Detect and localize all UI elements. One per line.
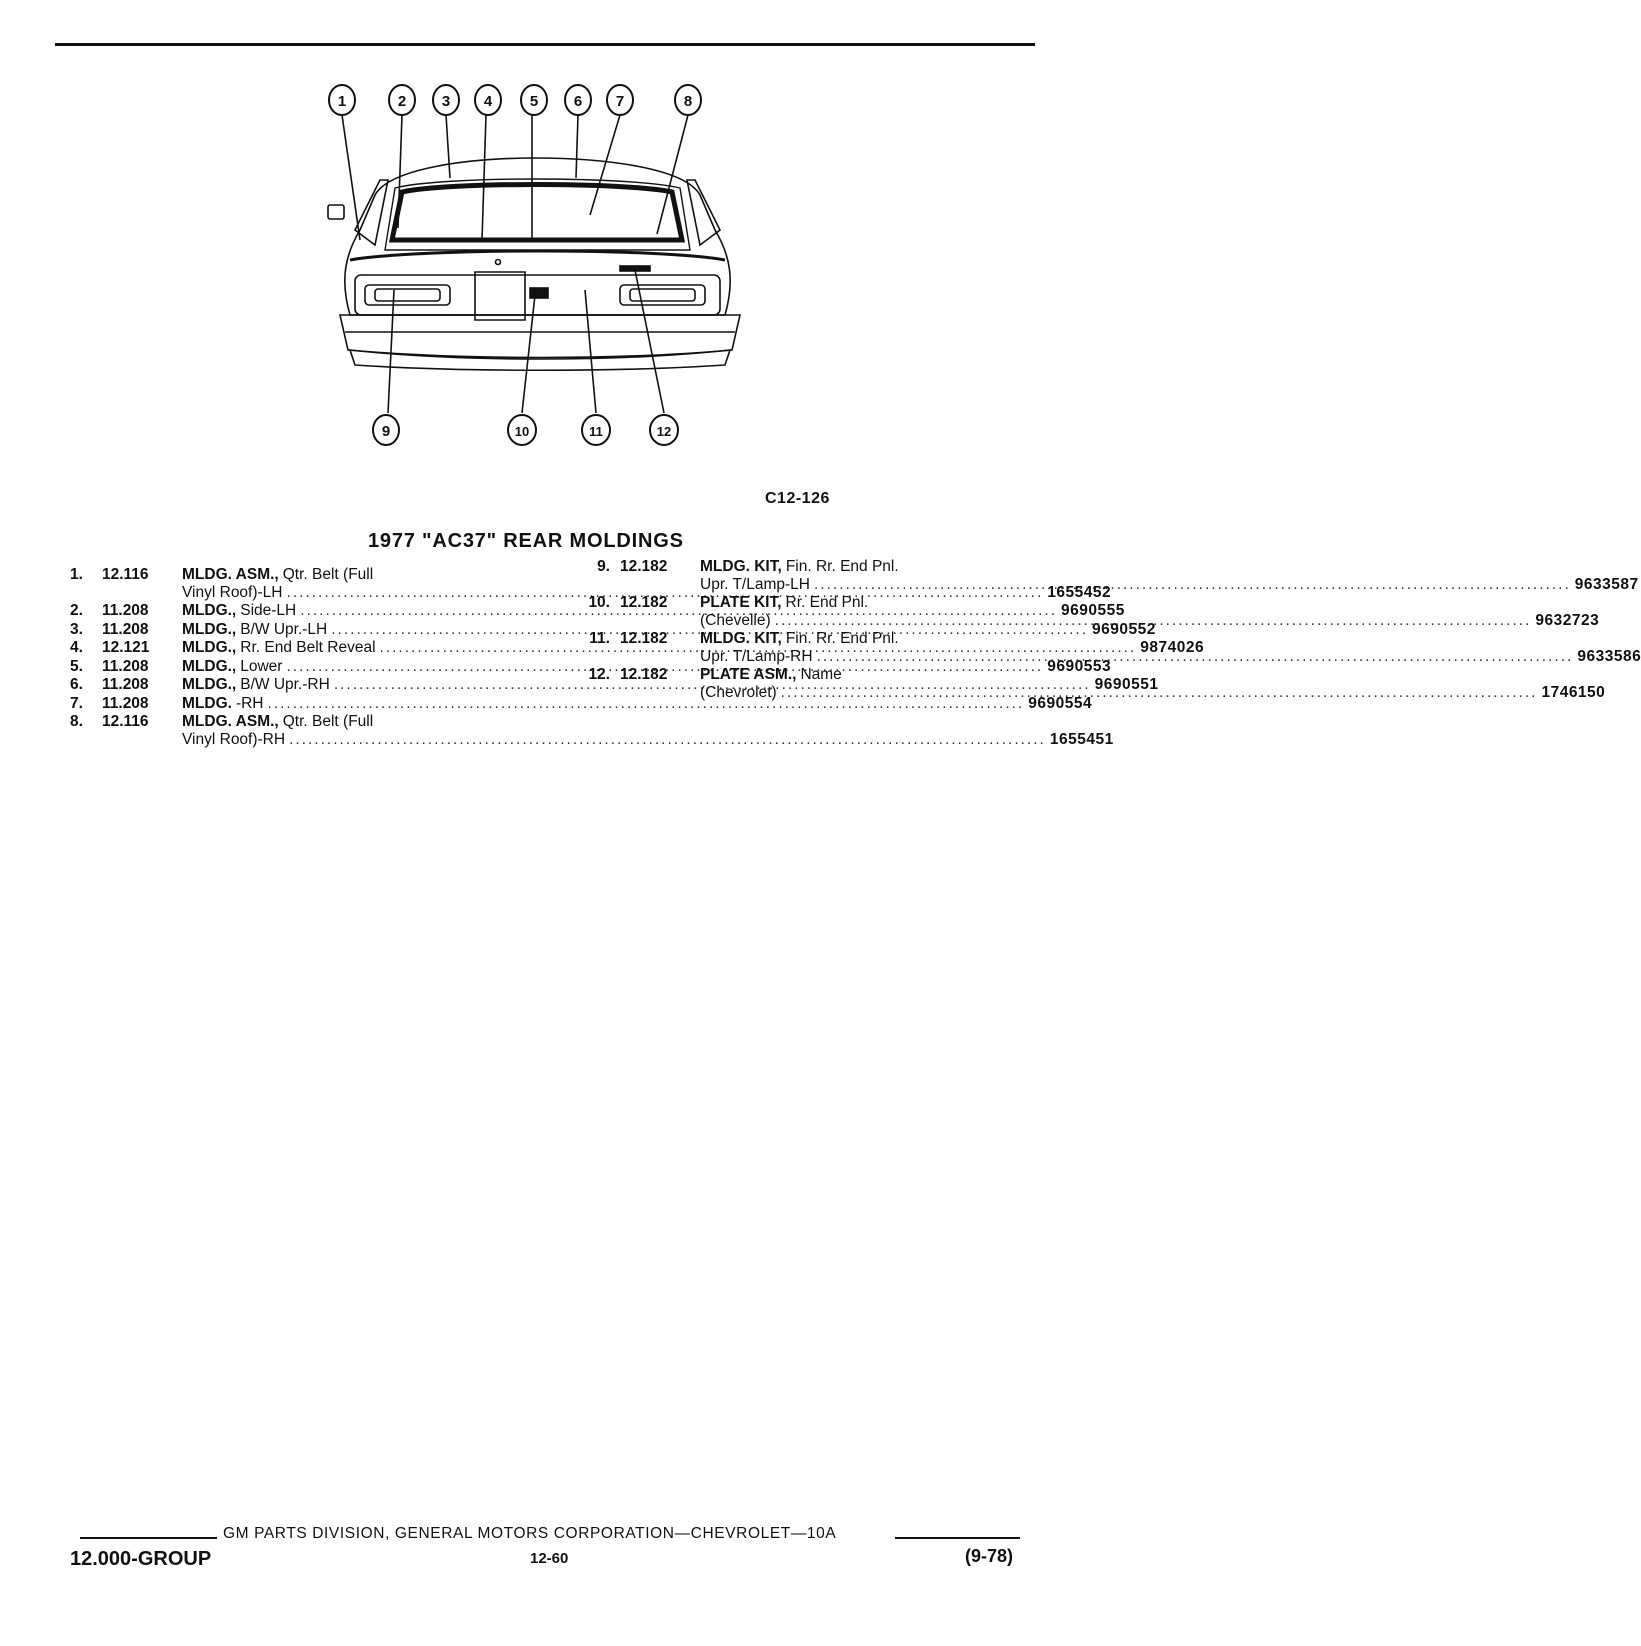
item-part-number: 1655451 (1049, 730, 1114, 748)
item-part-number: 9632723 (1535, 611, 1600, 629)
item-part-number: 1655452 (1047, 583, 1112, 601)
callout-label-8: 8 (683, 93, 693, 110)
item-name: MLDG., (182, 657, 237, 675)
item-group: 12.116 (102, 713, 149, 730)
item-number: 7. (70, 694, 83, 712)
item-desc-line1: Rr. End Pnl. (785, 594, 869, 611)
item-desc-line1: Qtr. Belt (Full (282, 566, 374, 583)
item-part-number: 9690551 (1094, 676, 1159, 693)
item-description (700, 630, 1641, 665)
item-name: PLATE ASM., (700, 666, 797, 683)
item-name: MLDG., (182, 639, 237, 656)
item-description (700, 558, 1639, 593)
item-number: 2. (70, 602, 83, 619)
item-desc-line1: Fin. Rr. End Pnl. (785, 558, 899, 575)
item-name: MLDG. KIT, (700, 630, 782, 647)
item-group: 11.208 (102, 676, 149, 693)
item-desc-line2: Vinyl Roof)-RH (182, 730, 286, 748)
footer-rule-right (895, 1537, 1020, 1539)
item-desc-line1: B/W Upr.-RH (240, 676, 330, 693)
section-title: 1977 "AC37" REAR MOLDINGS (368, 530, 684, 552)
item-desc-line1: Side-LH (240, 602, 297, 619)
item-desc-line2: Upr. T/Lamp-RH (700, 647, 813, 665)
callout-label-5: 5 (529, 93, 539, 110)
item-name: MLDG. ASM., (182, 713, 279, 730)
callout-label-12: 12 (656, 424, 672, 439)
item-desc-line1: -RH (235, 694, 264, 712)
item-group: 12.116 (102, 566, 149, 583)
item-part-number: 1746150 (1541, 683, 1606, 701)
item-group: 12.182 (620, 630, 668, 647)
item-number: 1. (70, 566, 83, 583)
item-group: 11.208 (102, 602, 149, 619)
item-desc-line1: Fin. Rr. End Pnl. (785, 630, 899, 647)
rear-moldings-diagram (320, 80, 760, 470)
item-desc-line2: (Chevrolet) (700, 683, 777, 701)
item-group: 11.208 (102, 694, 149, 712)
item-name: MLDG., (182, 602, 237, 619)
item-part-number: 9633587 (1574, 575, 1639, 593)
item-number: 11. (589, 630, 610, 647)
item-number: 10. (588, 594, 610, 611)
item-number: 4. (70, 639, 83, 656)
item-part-number: 9690553 (1047, 657, 1112, 675)
footer-rule-left (80, 1537, 217, 1539)
item-number: 9. (597, 558, 610, 575)
item-part-number: 9690555 (1061, 602, 1125, 619)
item-name: MLDG. (182, 694, 232, 712)
figure-code: C12-126 (765, 490, 830, 507)
callout-label-11: 11 (589, 424, 603, 439)
footer-division: GM PARTS DIVISION, GENERAL MOTORS CORPORATION—CHEVROLET—10A (223, 1525, 837, 1542)
item-description (182, 713, 1114, 748)
revision-date: (9-78) (965, 1546, 1014, 1566)
item-desc-line2: (Chevelle) (700, 611, 771, 629)
callout-label-4: 4 (483, 93, 493, 110)
part-item (70, 713, 1114, 748)
item-desc-line1: Rr. End Belt Reveal (240, 639, 376, 656)
item-number: 12. (588, 666, 610, 683)
item-description (700, 666, 1605, 701)
callout-label-6: 6 (573, 93, 583, 110)
item-group: 12.182 (620, 594, 668, 611)
callout-label-9: 9 (381, 423, 391, 440)
item-number: 8. (70, 713, 83, 730)
callout-label-3: 3 (441, 93, 451, 110)
item-name: MLDG., (182, 620, 237, 638)
item-group: 11.208 (102, 657, 149, 675)
item-desc-line2: Upr. T/Lamp-LH (700, 575, 810, 593)
callout-label-10: 10 (514, 424, 530, 439)
item-name: MLDG. ASM., (182, 566, 279, 583)
item-part-number: 9633586 (1577, 647, 1641, 665)
item-number: 5. (70, 657, 83, 675)
item-part-number: 9690552 (1092, 620, 1156, 638)
item-description (700, 594, 1599, 629)
item-group: 12.121 (102, 639, 150, 656)
callout-label-2: 2 (397, 93, 407, 110)
item-group: 12.182 (620, 666, 668, 683)
item-group: 11.208 (102, 620, 149, 638)
item-desc-line1: Qtr. Belt (Full (282, 713, 374, 730)
item-name: MLDG., (182, 676, 237, 693)
item-group: 12.182 (620, 558, 668, 575)
item-part-number: 9690554 (1028, 694, 1093, 712)
callout-label-7: 7 (615, 93, 625, 110)
item-name: MLDG. KIT, (700, 558, 782, 575)
top-rule (55, 43, 1035, 46)
item-desc-line1: Lower (240, 657, 283, 675)
item-part-number: 9874026 (1140, 639, 1205, 656)
item-desc-line2: Vinyl Roof)-LH (182, 583, 283, 601)
item-name: PLATE KIT, (700, 594, 782, 611)
part-item (70, 694, 1093, 713)
item-number: 3. (70, 620, 83, 638)
group-number: 12.000-GROUP (70, 1548, 212, 1570)
callout-label-1: 1 (337, 93, 347, 110)
page-number: 12-60 (530, 1550, 569, 1567)
item-number: 6. (70, 676, 83, 693)
item-desc-line1: B/W Upr.-LH (240, 620, 328, 638)
item-desc-line1: Name (800, 666, 842, 683)
